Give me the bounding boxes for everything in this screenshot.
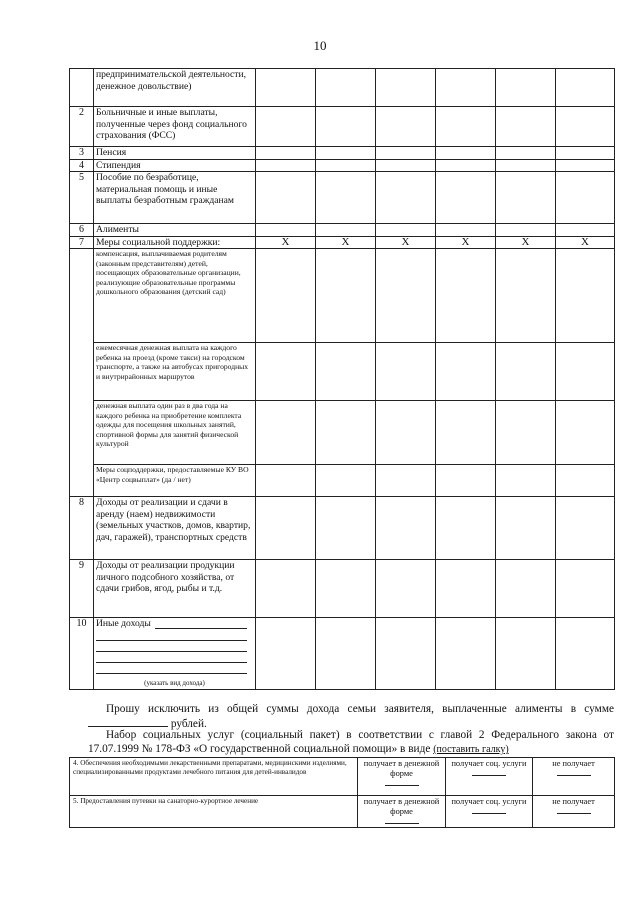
row-number: 8 [70,497,94,560]
value-cell[interactable] [436,172,496,224]
value-cell[interactable] [496,107,556,147]
value-cell[interactable] [436,618,496,690]
option-check-line[interactable] [472,811,506,814]
row-number: 5 [70,172,94,224]
value-cell[interactable] [436,560,496,618]
value-cell[interactable] [556,147,615,160]
option-check-line[interactable] [385,783,419,786]
income-row [70,560,615,618]
other-income-field[interactable] [155,618,247,629]
row-number-blank [70,249,94,497]
value-cell[interactable] [556,107,615,147]
value-cell[interactable] [376,224,436,237]
value-cell[interactable] [256,172,316,224]
income-row [70,147,615,160]
income-row [70,236,615,249]
row-number: 2 [70,107,94,147]
value-cell[interactable] [436,343,496,401]
not-applicable-mark: X [496,236,556,249]
value-cell[interactable] [556,618,615,690]
option-check-line[interactable] [385,821,419,824]
income-row [70,497,615,560]
value-cell[interactable] [376,497,436,560]
value-cell[interactable] [256,69,316,107]
value-cell[interactable] [376,107,436,147]
value-cell[interactable] [556,69,615,107]
support-measure-label: денежная выплата один раз в два года на каждого ребенка на приобретение комплекта одежды для посещения школьных занятий, спортивной формы для занятий физической культурой [94,401,256,465]
value-cell[interactable] [556,224,615,237]
page-number: 10 [313,38,327,53]
not-applicable-mark: X [256,236,316,249]
other-income-line[interactable] [96,663,247,674]
value-cell[interactable] [436,497,496,560]
value-cell[interactable] [556,497,615,560]
alimony-exclusion-paragraph [88,702,614,731]
value-cell[interactable] [496,618,556,690]
value-cell[interactable] [496,159,556,172]
social-service-option[interactable] [446,758,533,796]
income-table [69,68,615,690]
value-cell[interactable] [316,172,376,224]
value-cell[interactable] [316,147,376,160]
alimony-text: Прошу исключить из общей суммы дохода семьи заявителя, выплаченные алименты в сумме [106,703,614,715]
social-service-row [70,758,615,796]
row-number: 4 [70,159,94,172]
value-cell[interactable] [256,618,316,690]
value-cell[interactable] [376,249,436,343]
value-cell[interactable] [376,159,436,172]
other-income-line[interactable] [96,630,247,641]
income-type-label: Алименты [94,224,256,237]
value-cell[interactable] [256,343,316,401]
value-cell[interactable] [496,497,556,560]
value-cell[interactable] [256,249,316,343]
income-type-label: Больничные и иные выплаты, полученные через фонд социального страхования (ФСС) [94,107,256,147]
social-service-option[interactable] [358,758,446,796]
check-note: (поставить галку) [433,744,509,755]
value-cell[interactable] [436,465,496,497]
value-cell[interactable] [496,401,556,465]
support-measure-label: Меры соцподдержки, предоставляемые КУ ВО «Центр соцвыплат» (да / нет) [94,465,256,497]
option-label: не получает [552,759,595,768]
option-label: не получает [552,797,595,806]
row-number: 6 [70,224,94,237]
value-cell[interactable] [436,69,496,107]
not-applicable-mark: X [556,236,615,249]
row-number [70,69,94,107]
value-cell[interactable] [436,107,496,147]
value-cell[interactable] [436,224,496,237]
income-type-label: Доходы от реализации продукции личного подсобного хозяйства, от сдачи грибов, ягод, рыбы и т.д. [94,560,256,618]
income-type-label: Стипендия [94,159,256,172]
value-cell[interactable] [316,401,376,465]
value-cell[interactable] [316,618,376,690]
value-cell[interactable] [316,249,376,343]
support-sub-row [70,249,615,343]
value-cell[interactable] [316,343,376,401]
value-cell[interactable] [436,159,496,172]
row-number: 10 [70,618,94,690]
support-measure-label: компенсация, выплачиваемая родителям (законным представителям) детей, посещающих образовательные организации, реализующие образовательные программы дошкольного образования (детский сад) [94,249,256,343]
not-applicable-mark: X [376,236,436,249]
social-service-option[interactable] [358,796,446,828]
social-service-label: 5. Предоставления путевки на санаторно-курортное лечение [70,796,358,828]
value-cell[interactable] [256,497,316,560]
value-cell[interactable] [496,560,556,618]
value-cell[interactable] [256,401,316,465]
social-services-table [69,757,615,828]
not-applicable-mark: X [436,236,496,249]
not-applicable-mark: X [316,236,376,249]
value-cell[interactable] [556,465,615,497]
value-cell[interactable] [496,172,556,224]
income-row [70,172,615,224]
value-cell[interactable] [436,147,496,160]
income-type-label: Меры социальной поддержки: [94,236,256,249]
value-cell[interactable] [256,147,316,160]
option-check-line[interactable] [472,773,506,776]
value-cell[interactable] [496,224,556,237]
value-cell[interactable] [376,401,436,465]
value-cell[interactable] [316,69,376,107]
value-cell[interactable] [376,560,436,618]
social-package-text: Набор социальных услуг (социальный пакет) в соответствии с главой 2 Федерального закона от 17.07.1999 № 178-ФЗ «О государственной социальной помощи» в виде [88,729,614,755]
value-cell[interactable] [256,224,316,237]
option-label: получает в денежной форме [363,759,440,778]
row-number: 9 [70,560,94,618]
other-income-cell [94,618,256,690]
income-type-label: Доходы от реализации и сдачи в аренду (наем) недвижимости (земельных участков, домов, квартир, дач, гаражей), транспортных средств [94,497,256,560]
social-service-label: 4. Обеспечения необходимыми лекарственными препаратами, медицинскими изделиями, специализированными продуктами лечебного питания для детей-инвалидов [70,758,358,796]
alimony-amount-field[interactable] [88,716,168,727]
option-check-line[interactable] [557,811,591,814]
value-cell[interactable] [496,69,556,107]
other-income-line[interactable] [96,641,247,652]
value-cell[interactable] [376,172,436,224]
value-cell[interactable] [316,465,376,497]
other-income-row [70,618,615,690]
social-service-option[interactable] [533,796,615,828]
value-cell[interactable] [316,159,376,172]
row-number: 3 [70,147,94,160]
support-sub-row [70,401,615,465]
income-row [70,224,615,237]
value-cell[interactable] [556,560,615,618]
income-row [70,107,615,147]
value-cell[interactable] [316,224,376,237]
income-row [70,159,615,172]
value-cell[interactable] [496,465,556,497]
value-cell[interactable] [556,172,615,224]
value-cell[interactable] [556,249,615,343]
support-measure-label: ежемесячная денежная выплата на каждого ребенка на проезд (кроме такси) на городском транспорте, а также на автобусах пригородных и внутрирайонных маршрутов [94,343,256,401]
value-cell[interactable] [496,249,556,343]
value-cell[interactable] [256,465,316,497]
value-cell[interactable] [376,69,436,107]
support-sub-row [70,343,615,401]
value-cell[interactable] [256,560,316,618]
option-check-line[interactable] [557,773,591,776]
value-cell[interactable] [556,159,615,172]
social-service-row [70,796,615,828]
value-cell[interactable] [316,497,376,560]
value-cell[interactable] [496,343,556,401]
income-type-label: Пенсия [94,147,256,160]
value-cell[interactable] [496,147,556,160]
row-number: 7 [70,236,94,249]
value-cell[interactable] [316,560,376,618]
value-cell[interactable] [376,618,436,690]
alimony-suffix: рублей. [170,718,207,730]
social-package-paragraph [88,728,614,757]
social-service-option[interactable] [446,796,533,828]
value-cell[interactable] [556,401,615,465]
value-cell[interactable] [376,465,436,497]
support-sub-row [70,465,615,497]
option-label: получает соц. услуги [451,797,527,806]
other-income-label: Иные доходы [96,618,151,629]
income-type-label: предпринимательской деятельности, денежное довольствие) [94,69,256,107]
value-cell[interactable] [436,249,496,343]
value-cell[interactable] [256,107,316,147]
value-cell[interactable] [316,107,376,147]
social-service-option[interactable] [533,758,615,796]
option-label: получает соц. услуги [451,759,527,768]
income-type-label: Пособие по безработице, материальная помощь и иные выплаты безработным гражданам [94,172,256,224]
other-income-hint: (указать вид дохода) [144,678,205,687]
value-cell[interactable] [436,401,496,465]
value-cell[interactable] [256,159,316,172]
option-label: получает в денежной форме [363,797,440,816]
value-cell[interactable] [376,343,436,401]
value-cell[interactable] [376,147,436,160]
income-row [70,69,615,107]
value-cell[interactable] [556,343,615,401]
other-income-line[interactable] [96,652,247,663]
